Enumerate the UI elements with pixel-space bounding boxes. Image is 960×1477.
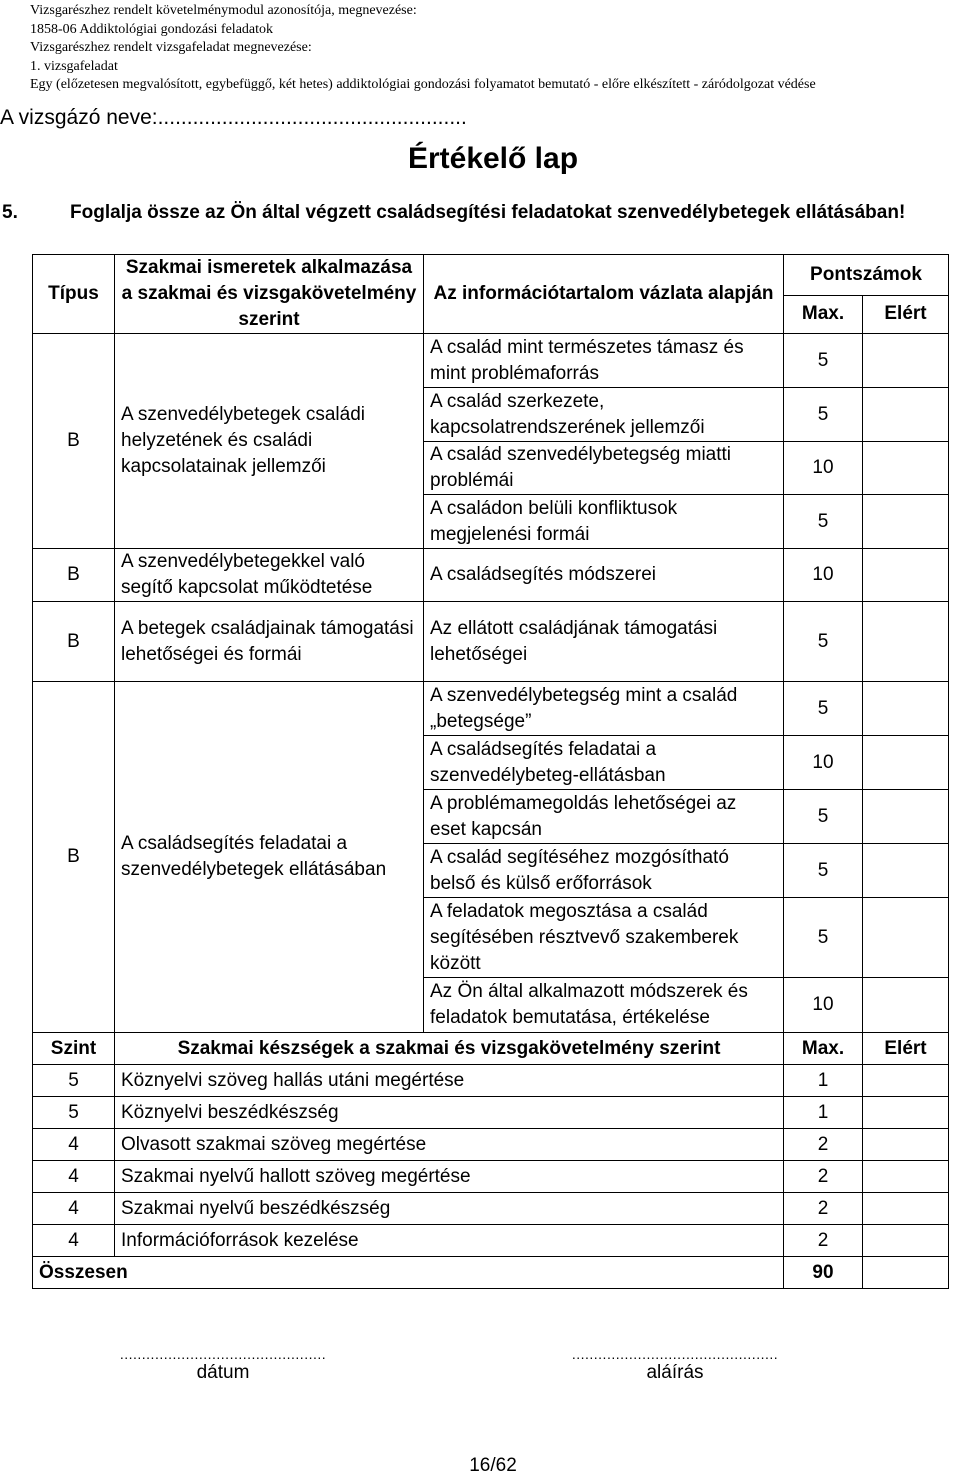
task-text: Foglalja össze az Ön által végzett családsegítési feladatokat szenvedélybetegek ellátásában! — [70, 202, 906, 223]
document-header — [30, 2, 950, 95]
skill-level: 4 — [33, 1161, 115, 1193]
max-points: 10 — [784, 442, 863, 495]
date-dots: ............................................... — [119, 1346, 327, 1362]
points-header: Pontszámok — [784, 255, 949, 296]
max-points: 2 — [784, 1193, 863, 1225]
type-cell: B — [33, 602, 115, 682]
info-item: A családsegítés feladatai a szenvedélybeteg-ellátásban — [424, 736, 784, 790]
info-item: A családon belüli konfliktusok megjelenési formái — [424, 495, 784, 549]
achieved-header: Elért — [863, 1033, 949, 1065]
achieved-points[interactable] — [863, 549, 949, 602]
signature-label: aláírás — [646, 1362, 704, 1383]
info-item: A feladatok megosztása a család segítésében résztvevő szakemberek között — [424, 898, 784, 978]
skill-name: Szakmai nyelvű beszédkészség — [115, 1193, 784, 1225]
max-points: 2 — [784, 1161, 863, 1193]
skill-name: Szakmai nyelvű hallott szöveg megértése — [115, 1161, 784, 1193]
max-points: 5 — [784, 602, 863, 682]
info-item: A család szenvedélybetegség miatti problémái — [424, 442, 784, 495]
achieved-points[interactable] — [863, 602, 949, 682]
max-points: 2 — [784, 1129, 863, 1161]
page-number: 16/62 — [469, 1455, 517, 1476]
date-block — [88, 1346, 358, 1384]
info-item: A szenvedélybetegség mint a család „betegsége” — [424, 682, 784, 736]
achieved-points[interactable] — [863, 682, 949, 736]
achieved-points[interactable] — [863, 1161, 949, 1193]
achieved-points[interactable] — [863, 1097, 949, 1129]
skill-level: 4 — [33, 1129, 115, 1161]
header-line: Vizsgarészhez rendelt vizsgafeladat megnevezése: — [30, 40, 312, 55]
max-points: 5 — [784, 682, 863, 736]
info-item: Az Ön által alkalmazott módszerek és feladatok bemutatása, értékelése — [424, 978, 784, 1033]
total-achieved[interactable] — [863, 1257, 949, 1289]
skill-level: 4 — [33, 1225, 115, 1257]
info-header: Az információtartalom vázlata alapján — [424, 255, 784, 334]
task-number: 5. — [2, 202, 18, 223]
examinee-name-line: A vizsgázó neve:..................................................... — [0, 106, 467, 129]
achieved-points[interactable] — [863, 388, 949, 442]
topic-cell: A betegek családjainak támogatási lehetőségei és formái — [115, 602, 424, 682]
max-header: Max. — [784, 295, 863, 334]
max-points: 1 — [784, 1065, 863, 1097]
achieved-header: Elért — [863, 295, 949, 334]
header-line: 1. vizsgafeladat — [30, 58, 118, 74]
skill-name: Információforrások kezelése — [115, 1225, 784, 1257]
header-line: Egy (előzetesen megvalósított, egybefüggő, két hetes) addiktológiai gondozási folyamatot bemutató - előre elkészített - záródolgozat védése — [30, 77, 816, 92]
max-points: 5 — [784, 388, 863, 442]
knowledge-header: Szakmai ismeretek alkalmazása a szakmai és vizsgakövetelmény szerint — [115, 255, 424, 334]
info-item: Az ellátott családjának támogatási lehetőségei — [424, 602, 784, 682]
achieved-points[interactable] — [863, 1193, 949, 1225]
task-statement — [2, 202, 905, 224]
info-item: A család szerkezete, kapcsolatrendszerének jellemzői — [424, 388, 784, 442]
max-points: 10 — [784, 978, 863, 1033]
skill-level: 4 — [33, 1193, 115, 1225]
achieved-points[interactable] — [863, 898, 949, 978]
achieved-points[interactable] — [863, 1225, 949, 1257]
achieved-points[interactable] — [863, 978, 949, 1033]
skill-name: Köznyelvi beszédkészség — [115, 1097, 784, 1129]
skill-level: 5 — [33, 1097, 115, 1129]
max-points: 2 — [784, 1225, 863, 1257]
max-points: 5 — [784, 844, 863, 898]
total-value: 90 — [784, 1257, 863, 1289]
achieved-points[interactable] — [863, 844, 949, 898]
topic-cell: A szenvedélybetegekkel való segítő kapcsolat működtetése — [115, 549, 424, 602]
page-title: Értékelő lap — [407, 142, 579, 175]
header-line: 1858-06 Addiktológiai gondozási feladatok — [30, 21, 274, 37]
info-item: A család segítéséhez mozgósítható belső és külső erőforrások — [424, 844, 784, 898]
max-points: 5 — [784, 898, 863, 978]
type-cell: B — [33, 682, 115, 1033]
type-cell: B — [33, 549, 115, 602]
skill-level: 5 — [33, 1065, 115, 1097]
max-points: 1 — [784, 1097, 863, 1129]
level-header: Szint — [33, 1033, 115, 1065]
achieved-points[interactable] — [863, 1065, 949, 1097]
achieved-points[interactable] — [863, 495, 949, 549]
achieved-points[interactable] — [863, 1129, 949, 1161]
max-header: Max. — [784, 1033, 863, 1065]
max-points: 5 — [784, 495, 863, 549]
max-points: 10 — [784, 549, 863, 602]
type-header: Típus — [33, 255, 115, 334]
topic-cell: A szenvedélybetegek családi helyzetének és családi kapcsolatainak jellemzői — [115, 334, 424, 549]
date-label: dátum — [196, 1362, 250, 1383]
info-item: A család mint természetes támasz és mint problémaforrás — [424, 334, 784, 388]
achieved-points[interactable] — [863, 790, 949, 844]
achieved-points[interactable] — [863, 736, 949, 790]
signature-block — [535, 1346, 815, 1384]
max-points: 5 — [784, 790, 863, 844]
header-line: Vizsgarészhez rendelt követelménymodul azonosítója, megnevezése: — [30, 3, 417, 18]
achieved-points[interactable] — [863, 334, 949, 388]
skill-name: Köznyelvi szöveg hallás utáni megértése — [115, 1065, 784, 1097]
topic-cell: A családsegítés feladatai a szenvedélybetegek ellátásában — [115, 682, 424, 1033]
signature-dots: ............................................... — [571, 1346, 779, 1362]
type-cell: B — [33, 334, 115, 549]
skill-name: Olvasott szakmai szöveg megértése — [115, 1129, 784, 1161]
total-label: Összesen — [33, 1257, 784, 1289]
achieved-points[interactable] — [863, 442, 949, 495]
max-points: 10 — [784, 736, 863, 790]
max-points: 5 — [784, 334, 863, 388]
skills-header: Szakmai készségek a szakmai és vizsgakövetelmény szerint — [115, 1033, 784, 1065]
info-item: A családsegítés módszerei — [424, 549, 784, 602]
info-item: A problémamegoldás lehetőségei az eset kapcsán — [424, 790, 784, 844]
evaluation-table — [32, 254, 949, 1289]
